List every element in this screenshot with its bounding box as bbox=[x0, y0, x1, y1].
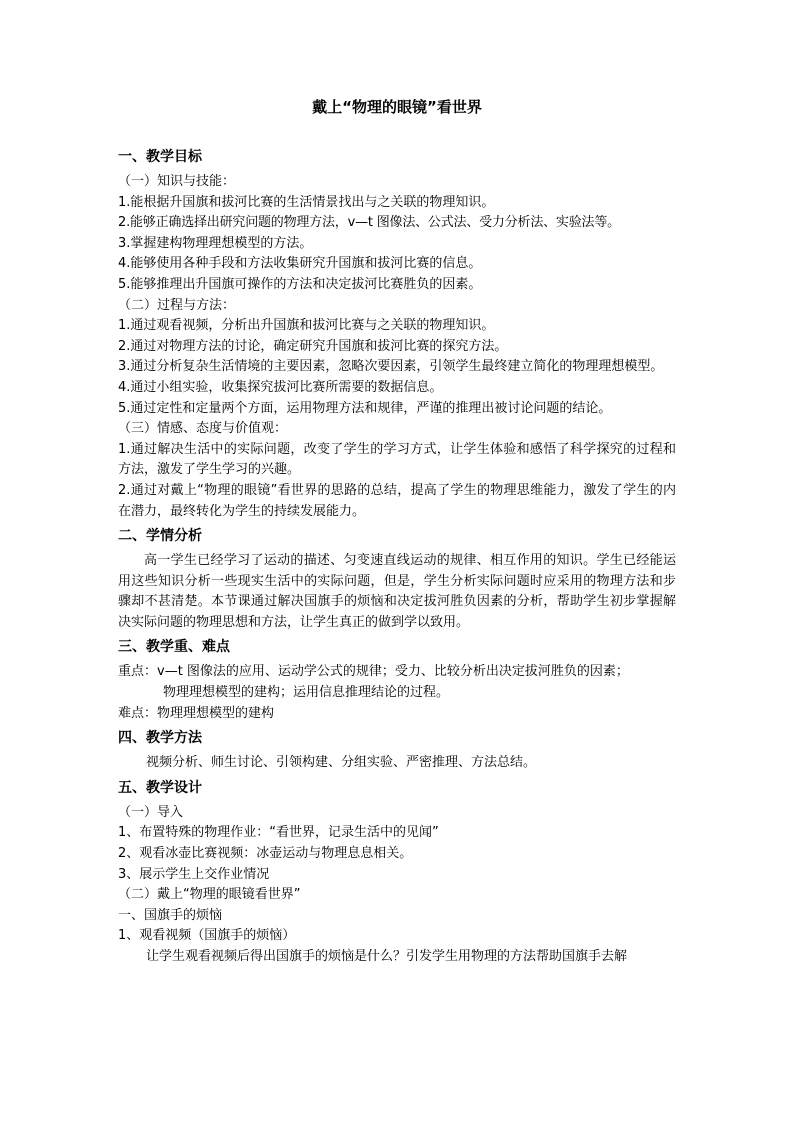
attitude-item-1: 1.通过解决生活中的实际问题，改变了学生的学习方式，让学生体验和感悟了科学探究的过程和方法，激发了学生学习的兴趣。 bbox=[118, 441, 676, 478]
intro-item-3: 3、展示学生上交作业情况 bbox=[118, 866, 270, 882]
section-heading-learner-analysis: 二、学情分析 bbox=[118, 528, 202, 545]
section-heading-design: 五、教学设计 bbox=[118, 779, 202, 796]
intro-item-1: 1、布置特殊的物理作业：“看世界，记录生活中的见闻” bbox=[118, 825, 439, 841]
difficult-points: 难点：物理理想模型的建构 bbox=[118, 705, 275, 721]
knowledge-item-4: 4.能够使用各种手段和方法收集研究升国旗和拔河比赛的信息。 bbox=[118, 256, 482, 272]
part-flag-raiser: 一、国旗手的烦恼 bbox=[118, 907, 223, 923]
process-item-3: 3.通过分析复杂生活情境的主要因素，忽略次要因素，引领学生最终建立简化的物理理想模型。 bbox=[118, 359, 664, 375]
section-heading-key-points: 三、教学重、难点 bbox=[118, 639, 230, 656]
subheading-intro: （一）导入 bbox=[118, 804, 184, 820]
last-paragraph-line: 让学生观看视频后得出国旗手的烦恼是什么？引发学生用物理的方法帮助国旗手去解 bbox=[146, 949, 628, 964]
knowledge-item-1: 1.能根据升国旗和拔河比赛的生活情景找出与之关联的物理知识。 bbox=[118, 194, 495, 210]
document-body bbox=[118, 143, 676, 968]
attitude-item-2: 2.通过对戴上“物理的眼镜”看世界的思路的总结，提高了学生的物理思维能力，激发了学生的内在潜力，最终转化为学生的持续发展能力。 bbox=[118, 482, 676, 519]
subheading-process: （二）过程与方法： bbox=[118, 297, 236, 313]
learner-analysis-paragraph: 高一学生已经学习了运动的描述、匀变速直线运动的规律、相互作用的知识。学生已经能运用这些知识分析一些现实生活中的实际问题，但是，学生分析实际问题时应采用的物理方法和步骤却不甚清楚。本节课通过解决国旗手的烦恼和决定拔河胜负因素的分析，帮助学生初步掌握解决实际问题的物理思想和方法，让学生真正的做到学以致用。 bbox=[118, 553, 676, 630]
section-heading-methods: 四、教学方法 bbox=[118, 730, 202, 747]
intro-item-2: 2、观看冰壶比赛视频：冰壶运动与物理息息相关。 bbox=[118, 846, 413, 862]
subheading-glasses: （二）戴上“物理的眼镜看世界” bbox=[118, 887, 301, 903]
knowledge-item-2: 2.能够正确选择出研究问题的物理方法，v—t 图像法、公式法、受力分析法、实验法等。 bbox=[118, 215, 620, 231]
process-item-2: 2.通过对物理方法的讨论，确定研究升国旗和拔河比赛的探究方法。 bbox=[118, 338, 508, 354]
methods-text: 视频分析、师生讨论、引领构建、分组实验、严密推理、方法总结。 bbox=[146, 755, 537, 771]
knowledge-item-5: 5.能够推理出升国旗可操作的方法和决定拔河比赛胜负的因素。 bbox=[118, 276, 482, 292]
part-flag-raiser-step-1: 1、观看视频（国旗手的烦恼） bbox=[118, 928, 296, 944]
section-heading-objectives: 一、教学目标 bbox=[118, 149, 202, 165]
process-item-4: 4.通过小组实验，收集探究拔河比赛所需要的数据信息。 bbox=[118, 379, 443, 395]
process-item-1: 1.通过观看视频，分析出升国旗和拔河比赛与之关联的物理知识。 bbox=[118, 318, 495, 334]
document-title: 戴上“物理的眼镜”看世界 bbox=[312, 98, 482, 116]
process-item-5: 5.通过定性和定量两个方面，运用物理方法和规律，严谨的推理出被讨论问题的结论。 bbox=[118, 400, 612, 416]
subheading-attitude: （三）情感、态度与价值观： bbox=[118, 421, 288, 437]
subheading-knowledge: （一）知识与技能： bbox=[118, 174, 236, 189]
knowledge-item-3: 3.掌握建构物理理想模型的方法。 bbox=[118, 235, 313, 251]
key-points-line-2: 物理理想模型的建构；运用信息推理结论的过程。 bbox=[163, 685, 450, 701]
key-points-line-1: 重点：v—t 图像法的应用、运动学公式的规律；受力、比较分析出决定拔河胜负的因素； bbox=[118, 664, 629, 680]
